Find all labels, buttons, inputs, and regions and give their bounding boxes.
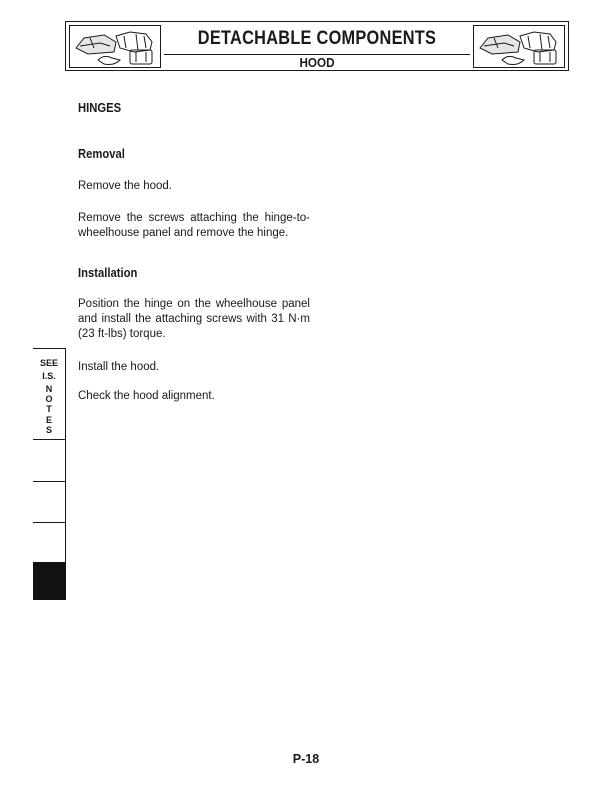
installation-heading: Installation	[78, 266, 138, 280]
car-body-parts-icon	[69, 25, 161, 68]
page-number: P-18	[292, 752, 320, 766]
notes-label: N O T E S	[45, 384, 53, 435]
removal-step-2: Remove the screws attaching the hinge-to-wheelhouse panel and remove the hinge.	[78, 212, 310, 239]
sidebar-black-tab	[33, 562, 66, 600]
sidebar-divider	[33, 348, 66, 349]
see-is-notes-sidebar	[33, 348, 66, 600]
page-header	[65, 21, 569, 71]
removal-step-1: Remove the hood.	[78, 180, 172, 192]
car-body-parts-icon	[473, 25, 565, 68]
section-title: HINGES	[78, 101, 122, 115]
installation-step-1: Position the hinge on the wheelhouse panel and install the attaching screws with 31 N·m (23 ft-lbs) torque.	[78, 298, 310, 340]
sidebar-divider	[33, 439, 66, 440]
installation-step-3: Check the hood alignment.	[78, 390, 215, 402]
page-title: DETACHABLE COMPONENTS	[197, 28, 437, 49]
page-subtitle: HOOD	[299, 55, 335, 70]
installation-step-2: Install the hood.	[78, 361, 160, 373]
sidebar-divider	[33, 522, 66, 523]
removal-heading: Removal	[78, 147, 125, 161]
sidebar-divider	[33, 481, 66, 482]
is-label: I.S.	[42, 371, 56, 381]
see-label: SEE	[39, 358, 58, 368]
